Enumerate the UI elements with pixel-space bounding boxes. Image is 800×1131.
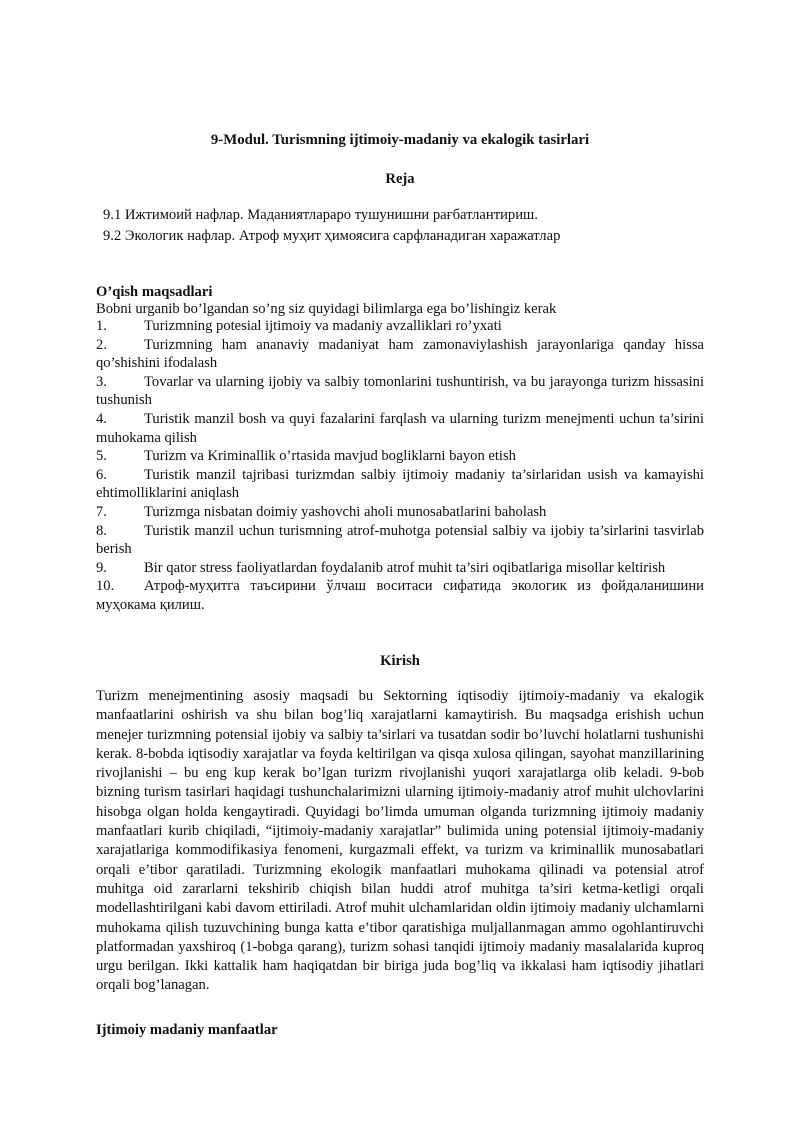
intro-paragraph: Turizm menejmentining asosiy maqsadi bu Sektorning iqtisodiy ijtimoiy-madaniy va ekalogik manfaatlarini oshirish va shu bilan bog’liq xarajatlarni kamaytirish. Bu maqsadga erishish uchun menejer turizmning potensial ijobiy va salbiy ta’sirlari va tusatdan sodir bo’luvchi holatlarni tushunishi kerak. 8-bobda iqtisodiy xarajatlar va foyda keltirilgan va qisqa xulosa qilingan, sayohat manzillarining rivojlanishi – bu eng kup kerak bo’lgan turizm rivojlanishi yuqori xarajatlarga olib keladi. 9-bob bizning turism tasirlari haqidagi tushunchalarimizni ularning ijtimoiy-madaniy atrof muhit ulchovlarini hisobga olgan holda kengaytiradi. Quyidagi bo’limda umuman olganda turizmning ijtimoiy madaniy manfaatlari kurib chiqiladi, “ijtimoiy-madaniy xarajatlar” bulimida uning potensial ijtimoiy-madaniy xarajatlariga kommodifikasiya fenomeni, kurgazmali effekt, va turizm va kriminallik munosabatlari orqali e’tibor qaratiladi. Turizmning ekologik manfaatlari muhokama qilinadi va potensial atrof muhitga oid zararlarni tekshirib chiqish bilan huddi atrof muhitga ta’siri ketma-ketligi orqali modellashtirilgani kabi davom ettiriladi. Atrof muhit ulchamlaridan oldin ijtimoiy madaniy ulchamlarni muhokama qilish tuzuvchining bunga katta e’tibor qaratishiga muljallanmagan ammo ogohlantiruvchi platformadan yaxshiroq (1-bobga qarang), turizm sohasi tanqidi ijtimoiy madaniy masalalarida kuproq urgu berilgan. Ikki kattalik ham haqiqatdan bir biriga juda bog’liq va ikkalasi ham iqtisodiy jihatlari orqali bog’lanagan. [96, 688, 704, 994]
list-item-text: Bir qator stress faoliyatlardan foydalanib atrof muhit ta’siri oqibatlariga misollar keltirish [144, 559, 666, 576]
list-item [96, 373, 704, 410]
list-item [96, 447, 704, 466]
list-item-number: 3. [96, 373, 107, 390]
list-item [96, 317, 704, 336]
objectives-heading: O’qish maqsadlari [96, 284, 213, 300]
section-heading: Ijtimoiy madaniy manfaatlar [96, 1022, 278, 1038]
plan-list [103, 206, 743, 248]
list-item-number: 6. [96, 466, 107, 483]
list-item [96, 522, 704, 559]
list-item [96, 559, 704, 578]
list-item-text: Turizmga nisbatan doimiy yashovchi aholi munosabatlarini baholash [144, 503, 547, 520]
document-title: 9-Modul. Turismning ijtimoiy-madaniy va ekalogik tasirlari [210, 132, 590, 148]
list-item-text: Turizmning ham ananaviy madaniyat ham zamonaviylashish jarayonlariga qanday hissa qo’shishini ifodalash [96, 336, 704, 372]
list-item-number: 7. [96, 503, 107, 520]
intro-heading: Kirish [380, 653, 420, 669]
list-item [96, 466, 704, 503]
list-item-text: Turizm va Kriminallik o’rtasida mavjud bogliklarni bayon etish [144, 448, 516, 465]
list-item-text: Turistik manzil uchun turismning atrof-muhotga potensial salbiy va ijobiy ta’sirlarini tasvirlab berish [96, 522, 704, 558]
plan-item: 9.2 Экологик нафлар. Атроф муҳит ҳимоясига сарфланадиган харажатлар [103, 228, 561, 244]
list-item [96, 336, 704, 373]
list-item-text: Turistik manzil bosh va quyi fazalarini farqlash va ularning turizm menejmenti uchun ta’sirini muhokama qilish [96, 410, 704, 446]
list-item-number: 5. [96, 448, 107, 465]
list-item-number: 2. [96, 336, 107, 353]
list-item-text: Turizmning potesial ijtimoiy va madaniy avzalliklari ro’yxati [144, 318, 502, 334]
list-item-number: 4. [96, 410, 107, 427]
list-item-number: 8. [96, 522, 107, 539]
objectives-list [96, 317, 704, 615]
list-item [96, 410, 704, 447]
list-item-number: 9. [96, 559, 107, 576]
plan-heading: Reja [385, 171, 415, 187]
list-item-number: 1. [96, 318, 107, 334]
list-item [96, 503, 704, 522]
list-item-text: Атроф-муҳитга таъсирини ўлчаш воситаси сифатида экологик из фойдаланишини муҳокама қилиш. [96, 578, 704, 613]
list-item-text: Turistik manzil tajribasi turizmdan salbiy ijtimoiy madaniy ta’sirlaridan usish va kamayishi ehtimolliklarini aniqlash [96, 466, 704, 502]
list-item [96, 577, 704, 614]
list-item-text: Tovarlar va ularning ijobiy va salbiy tomonlarini tushuntirish, va bu jarayonga turizm hissasini tushunish [96, 373, 704, 409]
list-item-number: 10. [96, 578, 115, 595]
plan-item: 9.1 Ижтимоий нафлар. Маданиятлараро тушунишни рағбатлантириш. [103, 207, 538, 223]
objectives-intro: Bobni urganib bo’lgandan so’ng siz quyidagi bilimlarga ega bo’lishingiz kerak [96, 301, 557, 317]
